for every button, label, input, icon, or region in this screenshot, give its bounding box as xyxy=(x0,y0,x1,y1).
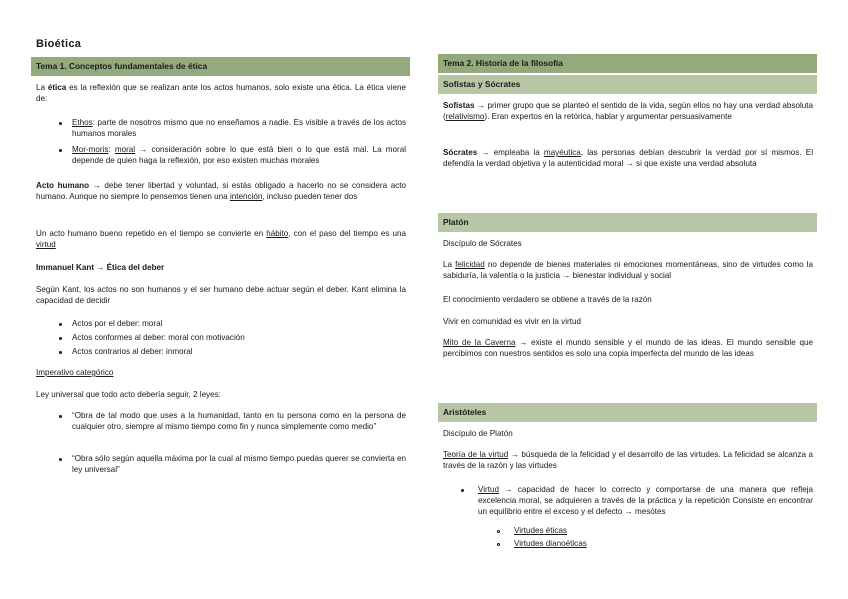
socrates-paragraph: Sócrates → empleaba la mayéutica, las personas debían descubrir la verdad por sí mismos. El defendía la verdad objetiva y la autenticidad moral → si que existe una verdad absoluta xyxy=(443,148,813,169)
ley-item: “Obra sólo según aquella máxima por la cual al mismo tiempo puedas querer se convierta en ley universal” xyxy=(72,454,406,475)
comunidad-paragraph: Vivir en comunidad es vivir en la virtud xyxy=(443,317,581,326)
list-item-mos: Mor-moris: moral → consideración sobre lo que está bien o lo que está mal. La moral depende de quien haga la reflexión, por eso existen muchas morales xyxy=(72,145,406,166)
bullet xyxy=(59,415,62,418)
virtudes-dianoeticas: Virtudes dianoéticas xyxy=(514,539,587,548)
teoria-paragraph: Teoría de la virtud → búsqueda de la felicidad y el desarrollo de las virtudes. La felicidad se alcanza a través de la razón y las virtudes xyxy=(443,450,813,471)
habito-paragraph: Un acto humano bueno repetido en el tiempo se convierte en hábito, con el paso del tiempo es una virtud xyxy=(36,229,406,250)
kant-text: Según Kant, los actos no son humanos y el ser humano debe actuar según el deber. Kant elimina la capacidad de decidir xyxy=(36,285,406,306)
circle-bullet xyxy=(497,530,500,533)
imperativo-categorico: Imperativo categórico xyxy=(36,368,114,377)
sofistas-header: Sofistas y Sócrates xyxy=(438,75,817,94)
tema2-header: Tema 2. Historia de la filosofía xyxy=(438,54,817,73)
kant-list-item: Actos contrarios al deber: inmoral xyxy=(72,347,193,356)
bullet xyxy=(59,458,62,461)
kant-list-item: Actos conformes al deber: moral con motivación xyxy=(72,333,245,342)
bullet xyxy=(461,489,464,492)
document-title: Bioética xyxy=(36,38,82,50)
bullet xyxy=(59,351,62,354)
conocimiento-paragraph: El conocimiento verdadero se obtiene a través de la razón xyxy=(443,295,652,304)
circle-bullet xyxy=(497,543,500,546)
platon-discipulo: Discípulo de Sócrates xyxy=(443,239,522,248)
ley-item: “Obra de tal modo que uses a la humanidad, tanto en tu persona como en la persona de cualquier otro, siempre al mismo tiempo como fin y nunca simplemente como medio” xyxy=(72,411,406,432)
bullet xyxy=(59,337,62,340)
bullet xyxy=(59,122,62,125)
ley-universal: Ley universal que todo acto debería seguir, 2 leyes: xyxy=(36,390,221,399)
kant-heading: Immanuel Kant → Ética del deber xyxy=(36,263,165,272)
caverna-paragraph: Mito de la Caverna → existe el mundo sensible y el mundo de las ideas. El mundo sensible que percibimos con nuestros sentidos es solo una copia imperfecta del mundo de las ideas xyxy=(443,338,813,359)
virtud-list-item: Virtud → capacidad de hacer lo correcto y comportarse de una manera que refleja excelencia moral, se adquieren a través de la práctica y la repetición Consiste en encontrar un equilibrio entre el exceso y el defecto → mesótes xyxy=(478,485,813,517)
sofistas-paragraph: Sofistas → primer grupo que se planteó el sentido de la vida, según ellos no hay una verdad absoluta (relativismo). Eran expertos en la retórica, hablar y argumentar persuasivamente xyxy=(443,101,813,122)
platon-header: Platón xyxy=(438,213,817,232)
etica-intro: La ética es la reflexión que se realizan ante los actos humanos, solo existe una ética. La ética viene de: xyxy=(36,83,406,104)
virtudes-eticas: Virtudes éticas xyxy=(514,526,567,535)
bullet xyxy=(59,323,62,326)
felicidad-paragraph: La felicidad no depende de bienes materiales ni emociones momentáneas, sino de virtudes como la sabiduría, la valentía o la justicia → bienestar individual y social xyxy=(443,260,813,281)
acto-humano-paragraph: Acto humano → debe tener libertad y voluntad, si estás obligado a hacerlo no se considera acto humano. Aunque no siempre lo pensemos tienen una intención, incluso pueden tener dos xyxy=(36,181,406,202)
kant-list-item: Actos por el deber: moral xyxy=(72,319,163,328)
aristoteles-discipulo: Discípulo de Platón xyxy=(443,429,513,438)
aristoteles-header: Aristóteles xyxy=(438,403,817,422)
bullet xyxy=(59,149,62,152)
tema1-header: Tema 1. Conceptos fundamentales de ética xyxy=(31,57,410,76)
list-item-ethos: Ethos: parte de nosotros mismo que no enseñamos a nadie. Es visible a través de los actos humanos morales xyxy=(72,118,406,139)
